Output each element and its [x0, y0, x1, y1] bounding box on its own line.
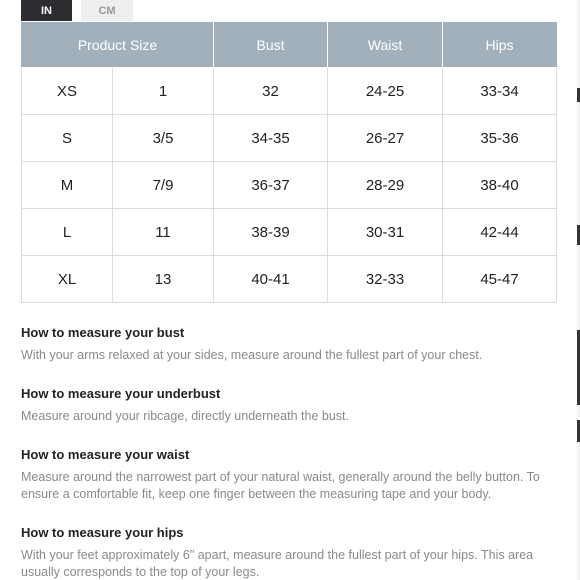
cell-size: XL — [22, 256, 113, 303]
cell-waist: 32-33 — [328, 256, 443, 303]
cell-number: 1 — [113, 68, 214, 115]
guide-text: With your feet approximately 6" apart, measure around the fullest part of your hips. This area usually corresponds to the top of your legs. — [21, 548, 534, 579]
cell-waist: 30-31 — [328, 209, 443, 256]
header-hips: Hips — [443, 23, 557, 68]
table-row — [22, 209, 557, 256]
cell-hips: 35-36 — [443, 115, 557, 162]
guide-bust — [21, 325, 561, 364]
cell-size: L — [22, 209, 113, 256]
guide-title: How to measure your bust — [21, 325, 185, 340]
cell-number: 11 — [113, 209, 214, 256]
guide-text: Measure around your ribcage, directly underneath the bust. — [21, 409, 349, 423]
cell-waist: 26-27 — [328, 115, 443, 162]
cell-hips: 42-44 — [443, 209, 557, 256]
cell-size: M — [22, 162, 113, 209]
table-header-row — [22, 23, 557, 68]
cell-size: XS — [22, 68, 113, 115]
cell-number: 7/9 — [113, 162, 214, 209]
guide-title: How to measure your underbust — [21, 386, 221, 401]
table-row — [22, 68, 557, 115]
guide-title: How to measure your hips — [21, 525, 184, 540]
cell-bust: 32 — [214, 68, 328, 115]
table-row — [22, 162, 557, 209]
guide-hips — [21, 525, 561, 580]
size-table — [21, 22, 557, 303]
header-waist: Waist — [328, 23, 443, 68]
cell-hips: 33-34 — [443, 68, 557, 115]
guide-underbust — [21, 386, 561, 425]
cell-hips: 45-47 — [443, 256, 557, 303]
cell-bust: 34-35 — [214, 115, 328, 162]
cell-waist: 28-29 — [328, 162, 443, 209]
guide-text: Measure around the narrowest part of your natural waist, generally around the belly button. To ensure a comfortable fit, keep one finger between the measuring tape and your body. — [21, 470, 540, 501]
tab-centimeters[interactable]: CM — [81, 0, 133, 21]
cell-bust: 38-39 — [214, 209, 328, 256]
cell-number: 13 — [113, 256, 214, 303]
guide-waist — [21, 447, 561, 503]
cell-hips: 38-40 — [443, 162, 557, 209]
unit-tabs — [21, 0, 133, 21]
guide-title: How to measure your waist — [21, 447, 190, 462]
table-row — [22, 256, 557, 303]
cell-bust: 36-37 — [214, 162, 328, 209]
cell-bust: 40-41 — [214, 256, 328, 303]
header-bust: Bust — [214, 23, 328, 68]
cell-size: S — [22, 115, 113, 162]
tab-inches[interactable]: IN — [21, 0, 72, 21]
table-row — [22, 115, 557, 162]
header-product-size: Product Size — [22, 23, 214, 68]
guide-text: With your arms relaxed at your sides, measure around the fullest part of your chest. — [21, 348, 483, 362]
cell-number: 3/5 — [113, 115, 214, 162]
cell-waist: 24-25 — [328, 68, 443, 115]
